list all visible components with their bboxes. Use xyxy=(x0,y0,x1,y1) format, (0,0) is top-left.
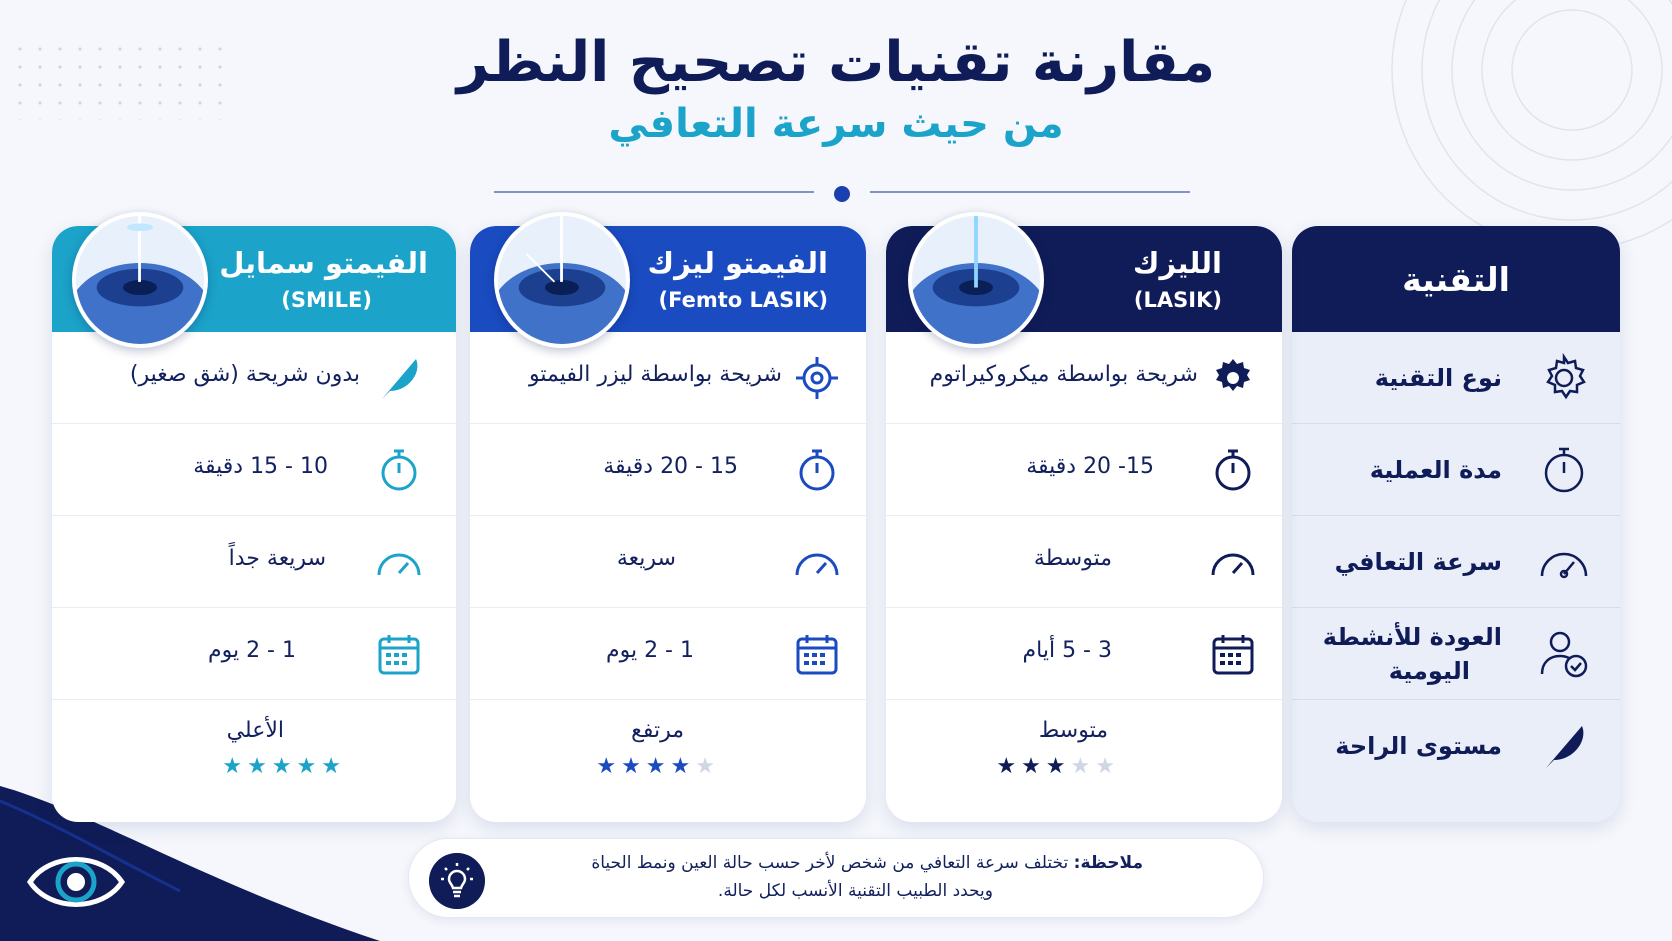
star-empty-icon: ★ xyxy=(1070,754,1096,779)
cell-comfort xyxy=(52,700,456,792)
labels-column xyxy=(1292,226,1620,822)
note-line1 xyxy=(591,853,1143,873)
user-check-icon xyxy=(1538,628,1590,680)
cell-text: سريعة xyxy=(616,546,676,571)
cell-text: متوسط xyxy=(1038,718,1108,743)
cell-text: 10 - 15 دقيقة xyxy=(193,454,328,479)
target-icon xyxy=(794,355,840,401)
cell-return xyxy=(470,608,866,700)
technique-sub: (LASIK) xyxy=(1133,288,1222,312)
eye-illustration-femto-lasik xyxy=(494,212,630,348)
calendar-icon xyxy=(376,631,422,677)
cell-text: 15- 20 دقيقة xyxy=(1026,454,1154,479)
label-text-line2: اليومية xyxy=(1388,657,1470,685)
speedometer-icon xyxy=(376,539,422,585)
star-filled-icon: ★ xyxy=(222,754,248,779)
label-row-duration xyxy=(1292,424,1620,516)
label-row-type xyxy=(1292,332,1620,424)
cell-recovery xyxy=(470,516,866,608)
star-filled-icon: ★ xyxy=(1045,754,1071,779)
star-filled-icon: ★ xyxy=(670,754,696,779)
calendar-icon xyxy=(1210,631,1256,677)
labels-header: التقنية xyxy=(1292,226,1620,332)
stopwatch-icon xyxy=(794,447,840,493)
note-text-1: تختلف سرعة التعافي من شخص لأخر حسب حالة العين ونمط الحياة xyxy=(591,853,1069,873)
cell-text: بدون شريحة (شق صغير) xyxy=(129,362,360,387)
eye-logo-icon xyxy=(26,844,126,920)
label-row-return xyxy=(1292,608,1620,700)
label-text: نوع التقنية xyxy=(1374,364,1502,392)
star-filled-icon: ★ xyxy=(321,754,346,779)
star-filled-icon: ★ xyxy=(271,754,297,779)
stopwatch-icon xyxy=(1210,447,1256,493)
technique-name: الفيمتو ليزك xyxy=(647,246,828,280)
cell-return xyxy=(52,608,456,700)
technique-name: الفيمتو سمايل xyxy=(219,246,428,280)
cell-type xyxy=(886,332,1282,424)
title-divider xyxy=(494,186,1190,198)
cell-duration xyxy=(52,424,456,516)
speedometer-icon xyxy=(794,539,840,585)
star-filled-icon: ★ xyxy=(296,754,322,779)
cell-text: 15 - 20 دقيقة xyxy=(603,454,738,479)
technique-name: الليزك xyxy=(1132,246,1222,280)
cell-text: الأعلي xyxy=(226,718,284,743)
cell-text: شريحة بواسطة ميكروكيراتوم xyxy=(929,362,1198,387)
stopwatch-icon xyxy=(1538,444,1590,496)
note-text-2: ويحدد الطبيب التقنية الأنسب لكل حالة. xyxy=(717,881,993,901)
cell-text: متوسطة xyxy=(1033,546,1112,571)
star-filled-icon: ★ xyxy=(996,754,1022,779)
star-filled-icon: ★ xyxy=(621,754,646,779)
label-text: سرعة التعافي xyxy=(1334,548,1502,576)
rating-stars xyxy=(596,754,720,779)
cell-text: 1 - 2 يوم xyxy=(605,638,694,663)
cell-text: مرتفع xyxy=(631,718,684,743)
cell-comfort xyxy=(470,700,866,792)
stopwatch-icon xyxy=(376,447,422,493)
cell-return xyxy=(886,608,1282,700)
cell-text: 3 - 5 أيام xyxy=(1022,638,1112,663)
cell-text: سريعة جداً xyxy=(228,546,326,571)
star-filled-icon: ★ xyxy=(247,754,272,779)
gear-icon xyxy=(1538,352,1590,404)
star-empty-icon: ★ xyxy=(1095,754,1120,779)
note-label: ملاحظة: xyxy=(1073,853,1143,873)
gear-solid-icon xyxy=(1210,355,1256,401)
speedometer-icon xyxy=(1210,539,1256,585)
lightbulb-icon xyxy=(429,853,485,909)
star-filled-icon: ★ xyxy=(645,754,671,779)
cell-type xyxy=(470,332,866,424)
cell-comfort xyxy=(886,700,1282,792)
label-text-line1: العودة للأنشطة xyxy=(1322,623,1502,651)
page-title: مقارنة تقنيات تصحيح النظر xyxy=(456,30,1216,95)
cell-text: 1 - 2 يوم xyxy=(207,638,296,663)
feather-icon xyxy=(376,355,422,401)
label-row-comfort xyxy=(1292,700,1620,792)
note-box xyxy=(408,838,1264,918)
cell-text: شريحة بواسطة ليزر الفيمتو xyxy=(529,362,782,387)
label-row-recovery xyxy=(1292,516,1620,608)
label-text: مستوى الراحة xyxy=(1335,732,1502,760)
eye-illustration-lasik xyxy=(908,212,1044,348)
star-filled-icon: ★ xyxy=(596,754,622,779)
label-text: مدة العملية xyxy=(1369,456,1502,484)
star-empty-icon: ★ xyxy=(695,754,720,779)
cell-duration xyxy=(886,424,1282,516)
calendar-icon xyxy=(794,631,840,677)
rating-stars xyxy=(222,754,346,779)
speedometer-icon xyxy=(1538,536,1590,588)
rating-stars xyxy=(996,754,1120,779)
header xyxy=(0,30,1672,147)
cell-duration xyxy=(470,424,866,516)
star-filled-icon: ★ xyxy=(1021,754,1046,779)
technique-sub: (Femto LASIK) xyxy=(658,288,828,312)
cell-recovery xyxy=(886,516,1282,608)
cell-recovery xyxy=(52,516,456,608)
eye-illustration-smile xyxy=(72,212,208,348)
page-subtitle: من حيث سرعة التعافي xyxy=(608,101,1064,147)
technique-sub: (SMILE) xyxy=(281,288,372,312)
feather-icon xyxy=(1538,720,1590,772)
cell-type xyxy=(52,332,456,424)
